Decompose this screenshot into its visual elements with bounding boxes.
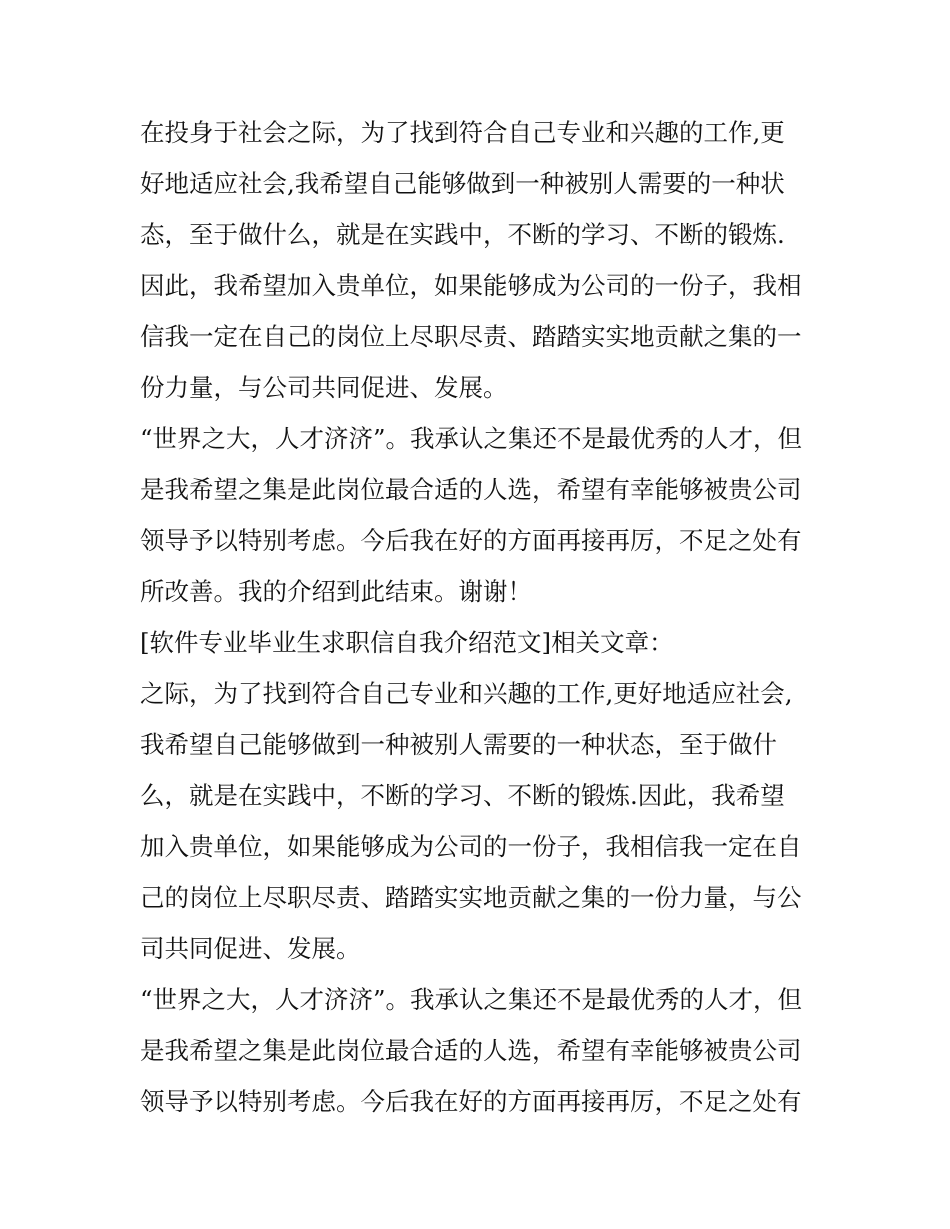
text-line: “世界之大，人才济济”。我承认之集还不是最优秀的人才，但	[140, 424, 803, 453]
text-line: 信我一定在自己的岗位上尽职尽责、踏踏实实地贡献之集的一	[140, 322, 802, 351]
text-line: 己的岗位上尽职尽责、踏踏实实地贡献之集的一份力量，与公	[140, 883, 802, 912]
text-line: 所改善。我的介绍到此结束。谢谢！	[140, 577, 532, 606]
text-line: 么，就是在实践中，不断的学习、不断的锻炼.因此，我希望	[140, 781, 785, 810]
text-line: 领导予以特别考虑。今后我在好的方面再接再厉，不足之处有	[140, 1087, 802, 1116]
text-line: 是我希望之集是此岗位最合适的人选，希望有幸能够被贵公司	[140, 1036, 802, 1065]
text-line: 之际，为了找到符合自己专业和兴趣的工作,更好地适应社会,	[140, 679, 793, 708]
text-line: 份力量，与公司共同促进、发展。	[140, 373, 508, 402]
text-line: 在投身于社会之际，为了找到符合自己专业和兴趣的工作,更	[140, 118, 785, 147]
body-text	[140, 107, 820, 1127]
text-line: 司共同促进、发展。	[140, 934, 361, 963]
text-line: 加入贵单位，如果能够成为公司的一份子，我相信我一定在自	[140, 832, 802, 861]
related-articles-heading: [软件专业毕业生求职信自我介绍范文]相关文章：	[140, 628, 674, 657]
text-line: 好地适应社会,我希望自己能够做到一种被别人需要的一种状	[140, 169, 785, 198]
text-line: 态，至于做什么，就是在实践中，不断的学习、不断的锻炼.	[140, 220, 785, 249]
text-line: “世界之大，人才济济”。我承认之集还不是最优秀的人才，但	[140, 985, 803, 1014]
text-line: 我希望自己能够做到一种被别人需要的一种状态，至于做什	[140, 730, 777, 759]
text-line: 领导予以特别考虑。今后我在好的方面再接再厉，不足之处有	[140, 526, 802, 555]
text-line: 因此，我希望加入贵单位，如果能够成为公司的一份子，我相	[140, 271, 802, 300]
text-line: 是我希望之集是此岗位最合适的人选，希望有幸能够被贵公司	[140, 475, 802, 504]
